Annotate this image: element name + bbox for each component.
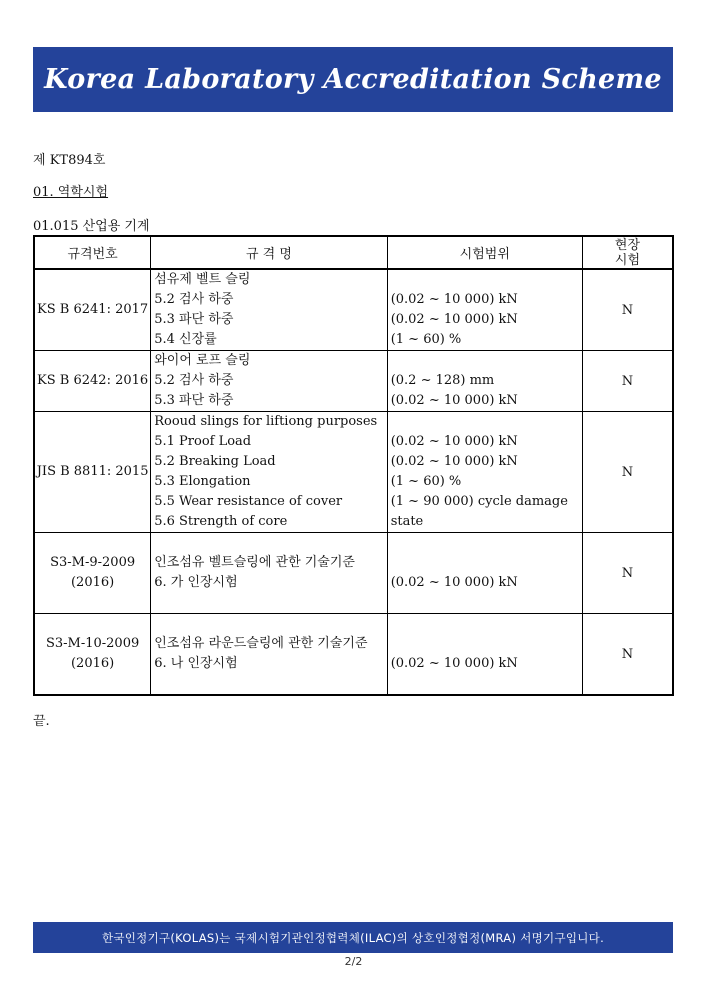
title-line: 섬유제 벨트 슬링 [154, 272, 251, 287]
standard-number-line: JIS B 8811: 2015 [36, 464, 149, 479]
cell-onsite-test: N [582, 412, 673, 533]
cell-standard-title [151, 269, 387, 351]
cell-standard-number [34, 269, 151, 351]
range-line [388, 674, 582, 694]
title-line: 5.5 Wear resistance of cover [154, 494, 343, 509]
title-line: 6. 가 인장시험 [154, 575, 238, 590]
title-line: Rooud slings for liftiong purposes [154, 414, 378, 429]
range-line: (0.02 ~ 10 000) kN [390, 434, 518, 449]
table-row [34, 269, 673, 351]
title-line: 인조섬유 벨트슬링에 관한 기술기준 [154, 555, 355, 570]
title-line [151, 593, 386, 613]
title-line: 와이어 로프 슬링 [154, 353, 251, 368]
range-line: (1 ~ 90 000) cycle damage [390, 494, 568, 509]
section-title: 01. 역학시험 [33, 185, 109, 200]
end-mark: 끝. [33, 714, 50, 729]
cell-test-range [387, 412, 582, 533]
range-line: (0.02 ~ 10 000) kN [390, 312, 518, 327]
range-line [388, 553, 582, 573]
title-line: 5.1 Proof Load [154, 434, 252, 449]
range-line [388, 351, 582, 371]
title-line [151, 533, 386, 553]
title-line: 6. 나 인장시험 [154, 656, 238, 671]
page-number: 2/2 [344, 955, 363, 968]
range-line: (0.02 ~ 10 000) kN [390, 454, 518, 469]
header-onsite-test [582, 236, 673, 269]
title-line: 5.4 신장률 [154, 332, 217, 347]
range-line: (0.02 ~ 10 000) kN [390, 656, 518, 671]
cell-standard-title [151, 614, 387, 696]
cell-standard-number [34, 614, 151, 696]
header-standard-title: 규 격 명 [151, 236, 387, 269]
cell-onsite-test: N [582, 351, 673, 412]
banner-title: Korea Laboratory Accreditation Scheme [44, 64, 662, 95]
footer-banner [33, 922, 673, 953]
title-line: 5.2 검사 하중 [154, 292, 234, 307]
header-banner [33, 47, 673, 112]
certificate-number: 제 KT894호 [33, 153, 106, 168]
range-line [388, 614, 582, 634]
range-line: (0.02 ~ 10 000) kN [390, 292, 518, 307]
header-standard-number: 규격번호 [34, 236, 151, 269]
range-line: (0.02 ~ 10 000) kN [390, 393, 518, 408]
range-line: (1 ~ 60) % [390, 474, 462, 489]
cell-test-range [387, 351, 582, 412]
subsection-title: 01.015 산업용 기계 [33, 219, 150, 234]
standard-number-line: S3-M-10-2009 [45, 636, 140, 651]
standard-number-line: (2016) [70, 656, 115, 671]
cell-test-range [387, 269, 582, 351]
cell-test-range [387, 533, 582, 614]
cell-test-range [387, 614, 582, 696]
range-line: state [390, 514, 424, 529]
header-onsite-line-1: 현장 [614, 237, 641, 253]
cell-onsite-test: N [582, 533, 673, 614]
standard-number-line: KS B 6242: 2016 [37, 373, 149, 388]
range-line: (1 ~ 60) % [390, 332, 462, 347]
cell-standard-number [34, 412, 151, 533]
header-test-range: 시험범위 [387, 236, 582, 269]
cell-standard-title [151, 412, 387, 533]
range-line [388, 634, 582, 654]
title-line: 5.3 파단 하중 [154, 393, 234, 408]
standard-number-line: (2016) [70, 575, 115, 590]
title-line: 5.2 검사 하중 [154, 373, 234, 388]
range-line: (0.2 ~ 128) mm [390, 373, 495, 388]
cell-standard-title [151, 533, 387, 614]
range-line [388, 593, 582, 613]
footer-text: 한국인정기구(KOLAS)는 국제시험기관인정협력체(ILAC)의 상호인정협정(MRA) 서명기구입니다. [101, 930, 605, 945]
range-line [388, 412, 582, 432]
title-line [151, 674, 386, 694]
standard-number-line: S3-M-9-2009 [50, 555, 136, 570]
title-line: 인조섬유 라운드슬링에 관한 기술기준 [154, 636, 368, 651]
range-line [388, 533, 582, 553]
title-line [151, 614, 386, 634]
standard-number-line: KS B 6241: 2017 [37, 302, 149, 317]
title-line: 5.3 Elongation [154, 474, 251, 489]
table-row [34, 533, 673, 614]
header-onsite-line-2: 시험 [614, 252, 641, 268]
range-line [388, 270, 582, 290]
cell-standard-number [34, 533, 151, 614]
title-line: 5.6 Strength of core [154, 514, 288, 529]
title-line: 5.3 파단 하중 [154, 312, 234, 327]
cell-standard-number [34, 351, 151, 412]
cell-onsite-test: N [582, 614, 673, 696]
range-line: (0.02 ~ 10 000) kN [390, 575, 518, 590]
cell-standard-title [151, 351, 387, 412]
scope-table [33, 235, 674, 696]
table-header-row [34, 236, 673, 269]
table-row [34, 351, 673, 412]
title-line: 5.2 Breaking Load [154, 454, 276, 469]
table-row [34, 614, 673, 696]
table-row [34, 412, 673, 533]
table-body [34, 269, 673, 695]
cell-onsite-test: N [582, 269, 673, 351]
